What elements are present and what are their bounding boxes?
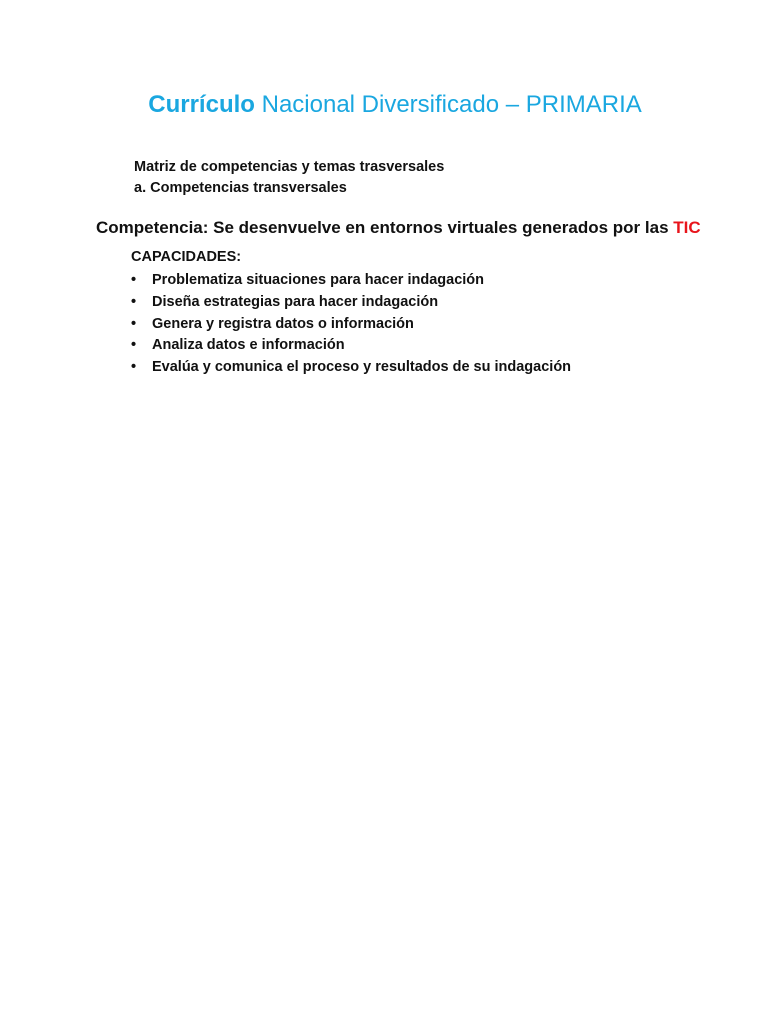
subheading-competencias-transversales: a. Competencias transversales bbox=[134, 180, 347, 196]
list-item-text: Problematiza situaciones para hacer indagación bbox=[152, 272, 484, 288]
capacidades-label: CAPACIDADES: bbox=[131, 249, 242, 265]
competencia-heading bbox=[96, 218, 701, 238]
list-item-text: Analiza datos e información bbox=[152, 337, 345, 354]
page-title bbox=[0, 91, 768, 119]
competencia-text: Competencia: Se desenvuelve en entornos virtuales generados por las bbox=[96, 218, 674, 237]
list-item bbox=[131, 335, 571, 357]
bullet: • bbox=[131, 293, 137, 310]
subheading-matriz: Matriz de competencias y temas trasversales bbox=[134, 159, 445, 175]
bullet: • bbox=[131, 315, 137, 332]
bullet: • bbox=[131, 359, 137, 376]
bullet: • bbox=[131, 272, 137, 288]
list-item bbox=[131, 270, 571, 292]
competencia-highlight-tic: TIC bbox=[673, 218, 701, 237]
capacidades-list bbox=[131, 270, 571, 379]
title-bold-part: Currículo bbox=[148, 91, 255, 118]
title-regular-part: Nacional Diversificado – PRIMARIA bbox=[254, 91, 642, 118]
list-item bbox=[131, 314, 571, 336]
list-item bbox=[131, 292, 571, 314]
list-item-text: Evalúa y comunica el proceso y resultados de su indagación bbox=[152, 359, 572, 376]
list-item bbox=[131, 357, 571, 379]
bullet: • bbox=[131, 337, 137, 354]
list-item-text: Diseña estrategias para hacer indagación bbox=[152, 293, 439, 310]
list-item-text: Genera y registra datos o información bbox=[152, 315, 414, 332]
